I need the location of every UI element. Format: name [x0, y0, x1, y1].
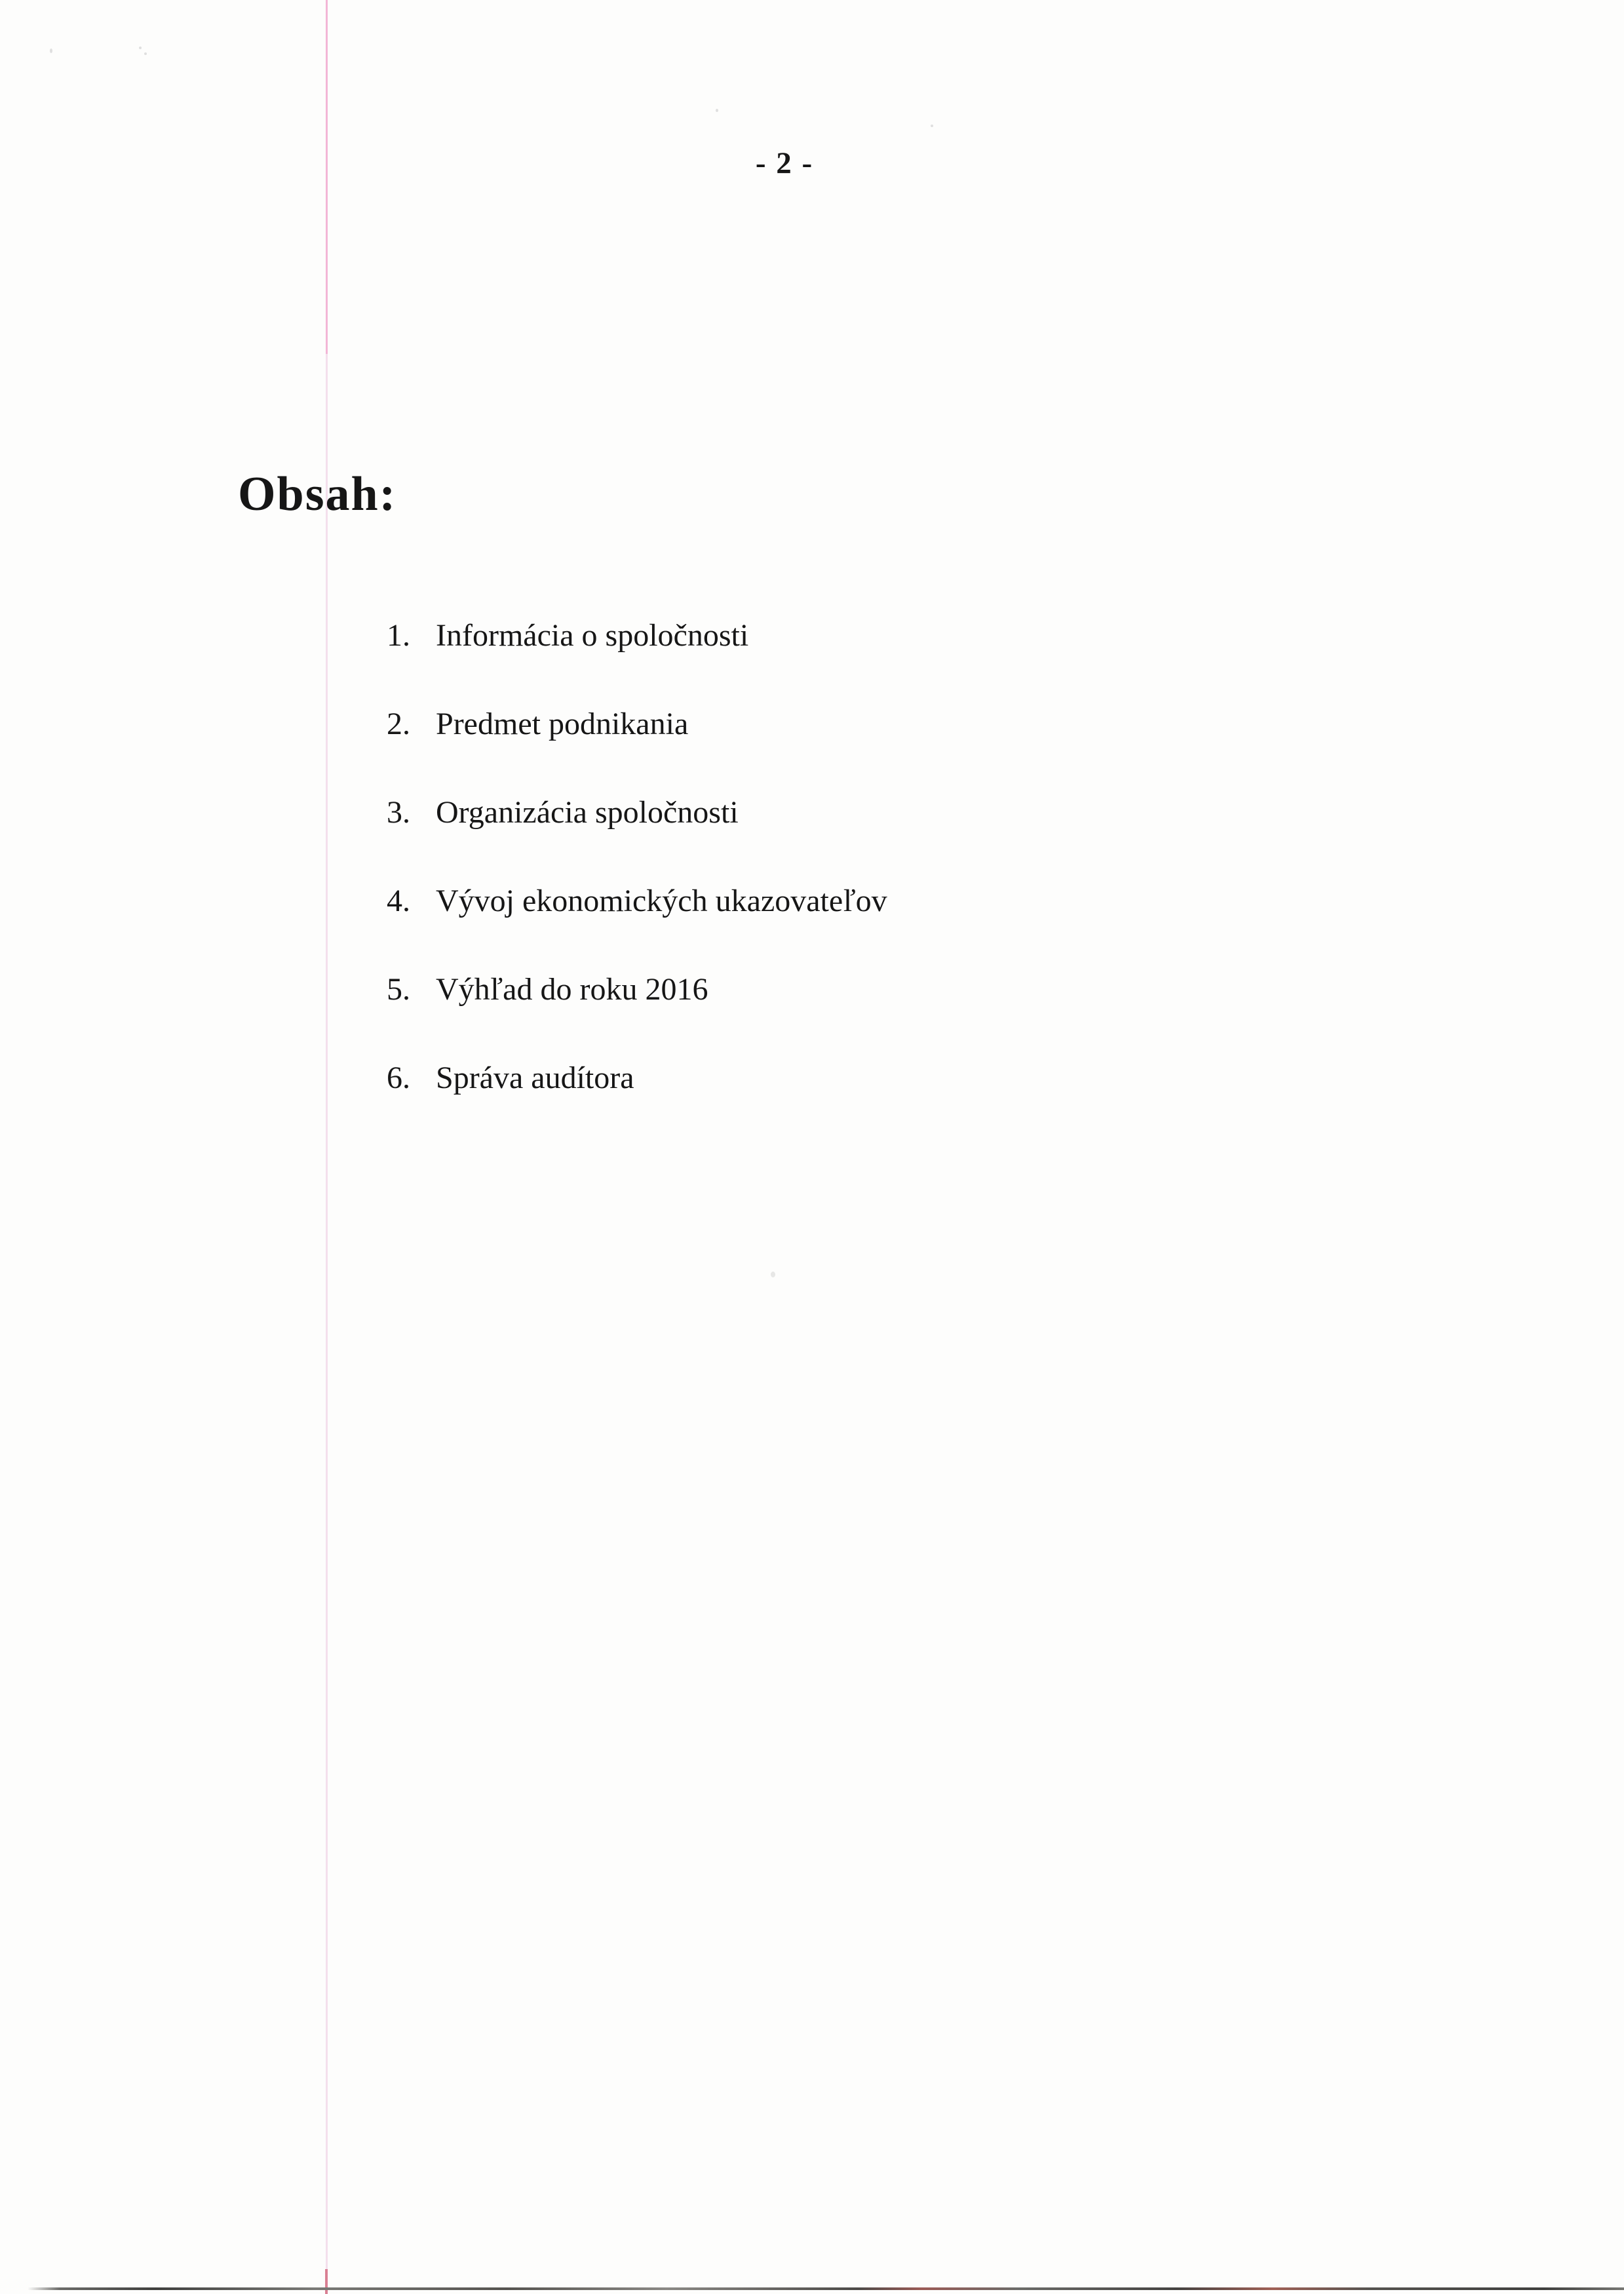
toc-item	[387, 617, 887, 706]
toc-item-label: Vývoj ekonomických ukazovateľov	[436, 884, 887, 918]
toc-item-number: 3.	[387, 795, 410, 830]
toc-item	[387, 971, 887, 1060]
scan-speck	[931, 125, 933, 127]
scan-speck	[771, 1272, 775, 1277]
toc-item	[387, 794, 887, 883]
toc-item-number: 5.	[387, 972, 410, 1007]
scan-speck	[50, 49, 52, 53]
toc-item-number: 6.	[387, 1060, 410, 1095]
scan-fold-line-top-segment	[326, 0, 328, 354]
toc-item-label: Správa audítora	[436, 1060, 634, 1095]
toc-item-label: Výhľad do roku 2016	[436, 972, 708, 1007]
toc-item-number: 2.	[387, 707, 410, 741]
toc-item-number: 4.	[387, 884, 410, 918]
scan-fold-line-bottom-segment	[325, 2269, 328, 2294]
toc-item-label: Informácia o spoločnosti	[436, 618, 749, 653]
toc-item-label: Predmet podnikania	[436, 707, 689, 741]
scan-speck	[144, 52, 147, 55]
toc-item-number: 1.	[387, 618, 410, 653]
page-number: - 2 -	[755, 146, 814, 180]
toc-item	[387, 883, 887, 971]
table-of-contents	[387, 617, 887, 1148]
toc-item	[387, 1060, 887, 1148]
scan-speck	[716, 109, 718, 112]
toc-item-label: Organizácia spoločnosti	[436, 795, 739, 830]
page-title: Obsah:	[238, 467, 397, 521]
scan-speck	[139, 47, 142, 49]
scan-bottom-edge-line	[28, 2287, 1624, 2290]
toc-item	[387, 706, 887, 794]
